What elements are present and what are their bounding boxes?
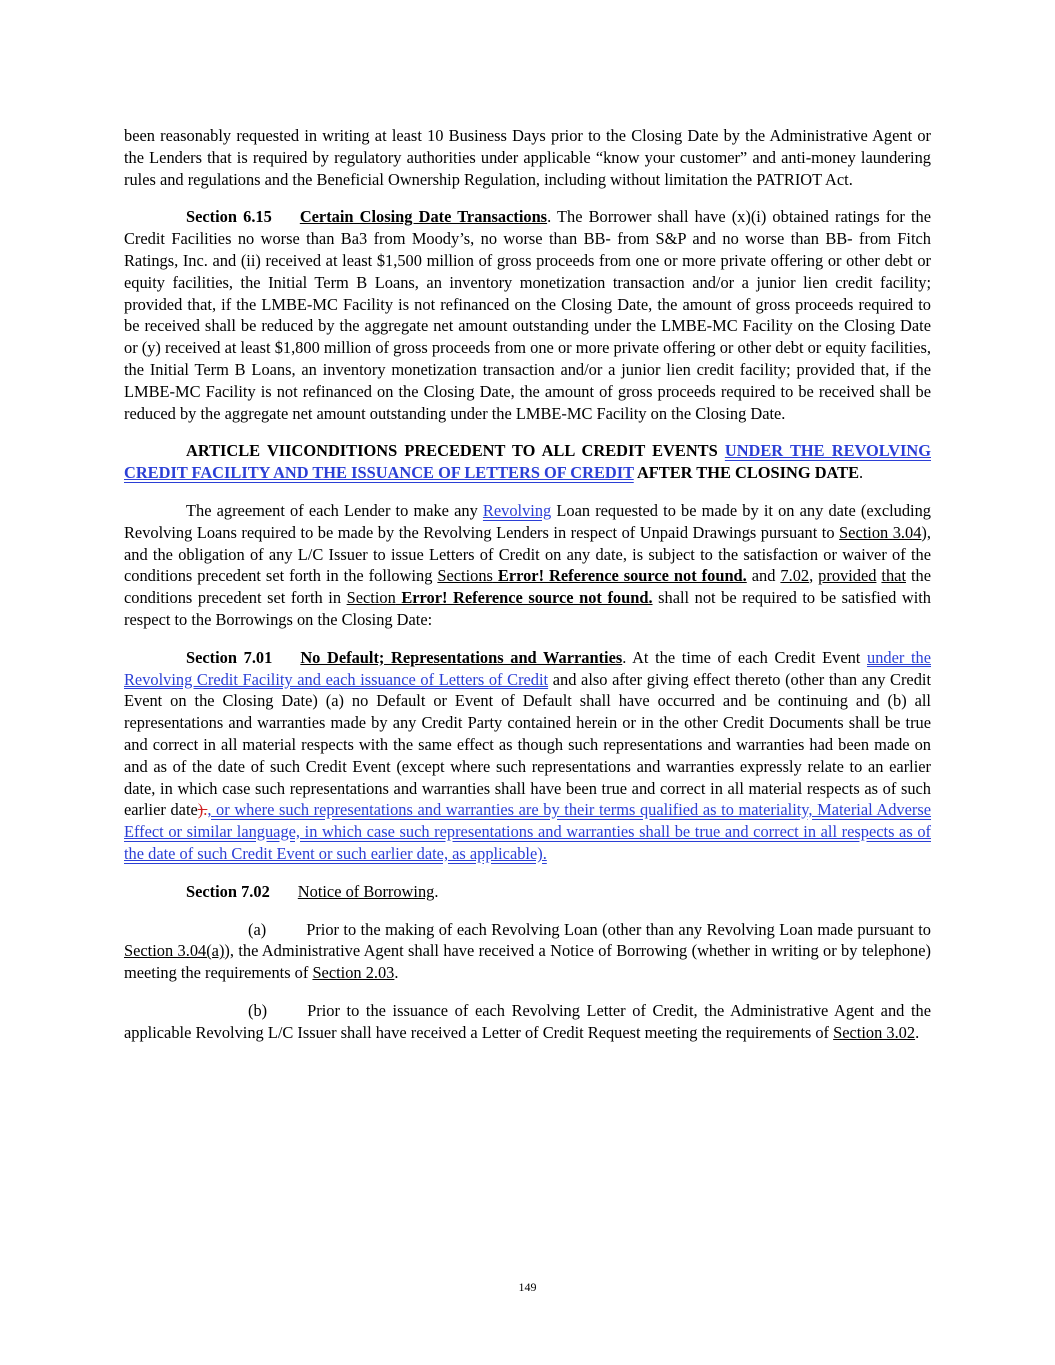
page-number: 149 xyxy=(518,1280,537,1294)
cross-reference: Section 2.03 xyxy=(312,963,395,983)
inserted-text: UNDER THE REVOLVING CREDIT FACILITY AND THE ISSUANCE OF LETTERS OF CREDIT xyxy=(124,441,931,483)
inserted-text: Revolving xyxy=(482,500,552,520)
section-body: . The Borrower shall have (x)(i) obtained ratings for the Credit Facilities no worse than Ba3 from Moody’s, no worse than BB- from S&P and no worse than BB- from Fitch Ratings, Inc. and (ii) received at least $1,500 million of gross proceeds from one or more private offering or other debt or equity facilities, the Initial Term B Loans, an inventory monetization transaction and/or a junior lien credit facility; provided that, if the LMBE-MC Facility is not refinanced on the Closing Date, the amount of gross proceeds required to be received shall be reduced by the aggregate net amount outstanding under the LMBE-MC Facility on the Closing Date or (y) received at least $1,800 million of gross proceeds from one or more private offering or other debt or equity facilities, the Initial Term B Loans, an inventory monetization transaction and/or a junior lien credit facility; provided that, if the LMBE-MC Facility is not refinanced on the Closing Date, the amount of gross proceeds required to be received shall be reduced by the aggregate net amount outstanding under the LMBE-MC Facility on the Closing Date. xyxy=(124,207,932,423)
paragraph-continuation: been reasonably requested in writing at least 10 Business Days prior to the Closing Date by the Administrative Agent or the Lenders that is required by regulatory authorities under applicable “know your customer” and anti-money laundering rules and regulations and the Beneficial Ownership Regulation, including without limitation the PATRIOT Act. xyxy=(124,126,931,189)
cross-reference: Sections xyxy=(437,566,493,586)
cross-reference: Section 3.04 xyxy=(839,522,922,542)
inserted-text: , or where such representations and warranties are by their terms qualified as to materiality, Material Adverse Effect or similar language, in which case such representations and warranties shall be true and correct in all respects as of the date of such Credit Event or such earlier date, as applicable). xyxy=(124,800,932,863)
defined-term: provided xyxy=(818,566,877,586)
subsection-a: (a) Prior to the making of each Revolving Loan (other than any Revolving Loan made pursuant to Section 3.04(a)), the Administrative Agent shall have received a Notice of Borrowing (whether in writing or by telephone) meeting the requirements of Section 2.03. xyxy=(124,919,931,983)
section-title: Certain Closing Date Transactions xyxy=(299,207,548,227)
defined-term: that xyxy=(881,566,906,586)
article-title: ARTICLE VIICONDITIONS PRECEDENT TO ALL CREDIT EVENTS xyxy=(186,441,725,461)
inserted-text: under the Revolving Credit Facility and each issuance of Letters of Credit xyxy=(124,647,931,689)
article-intro: The agreement of each Lender to make any Revolving Loan requested to be made by it on any date (excluding Revolving Loans required to be made by the Revolving Lenders in respect of Unpaid Drawings pursuant to Section 3.04), and the obligation of any L/C Issuer to issue Letters of Credit on any date, is subject to the satisfaction or waiver of the conditions precedent set forth in the following Sections Error! Reference source not found. and 7.02, provided that the conditions precedent set forth in Section Error! Reference source not found. shall not be required to be satisfied with respect to the Borrowings on the Closing Date: xyxy=(124,500,932,629)
section-number: Section 7.02 xyxy=(186,881,270,901)
article-title-end: AFTER THE CLOSING DATE xyxy=(633,463,860,483)
cross-reference: Section 3.02 xyxy=(833,1022,916,1042)
article-heading: ARTICLE VIICONDITIONS PRECEDENT TO ALL CREDIT EVENTS UNDER THE REVOLVING CREDIT FACILITY AND THE ISSUANCE OF LETTERS OF CREDIT AFTER THE CLOSING DATE. xyxy=(124,441,931,483)
deleted-text: ). xyxy=(197,800,208,820)
section-number: Section 6.15 xyxy=(186,207,272,227)
section-6-15 xyxy=(124,206,931,424)
section-7-02: Section 7.02 Notice of Borrowing. xyxy=(186,881,439,901)
cross-reference: Section xyxy=(346,588,396,608)
section-number: Section 7.01 xyxy=(186,647,273,667)
subsection-label: (b) xyxy=(248,1000,268,1020)
reference-error: Error! Reference source not found. xyxy=(395,588,653,608)
section-7-01: Section 7.01 No Default; Representations and Warranties. At the time of each Credit Event under the Revolving Credit Facility and each issuance of Letters of Credit and also after giving effect thereto (other than any Credit Event on the Closing Date) (a) no Default or Event of Default shall have occurred and be continuing and (b) all representations and warranties made by any Credit Party contained herein or in the other Credit Documents shall be true and correct in all material respects with the same effect as though such representations and warranties had been made on and as of the date of such Credit Event (except where such representations and warranties expressly relate to an earlier date, in which case such representations and warranties shall have been true and correct in all material respects as of such earlier date)., or where such representations and warranties are by their terms qualified as to materiality, Material Adverse Effect or similar language, in which case such representations and warranties shall be true and correct in all respects as of the date of such Credit Event or such earlier date, as applicable). xyxy=(124,647,932,863)
cross-reference: 7.02 xyxy=(780,566,810,586)
cross-reference: Section 3.04(a) xyxy=(124,941,225,961)
section-title: Notice of Borrowing xyxy=(297,881,435,901)
reference-error: Error! Reference source not found. xyxy=(492,566,747,586)
document-body xyxy=(124,125,931,1059)
section-title: No Default; Representations and Warranties xyxy=(300,647,623,667)
subsection-b: (b) Prior to the issuance of each Revolving Letter of Credit, the Administrative Agent and the applicable Revolving L/C Issuer shall have received a Letter of Credit Request meeting the requirements of Section 3.02. xyxy=(124,1000,931,1042)
subsection-label: (a) xyxy=(248,919,267,939)
